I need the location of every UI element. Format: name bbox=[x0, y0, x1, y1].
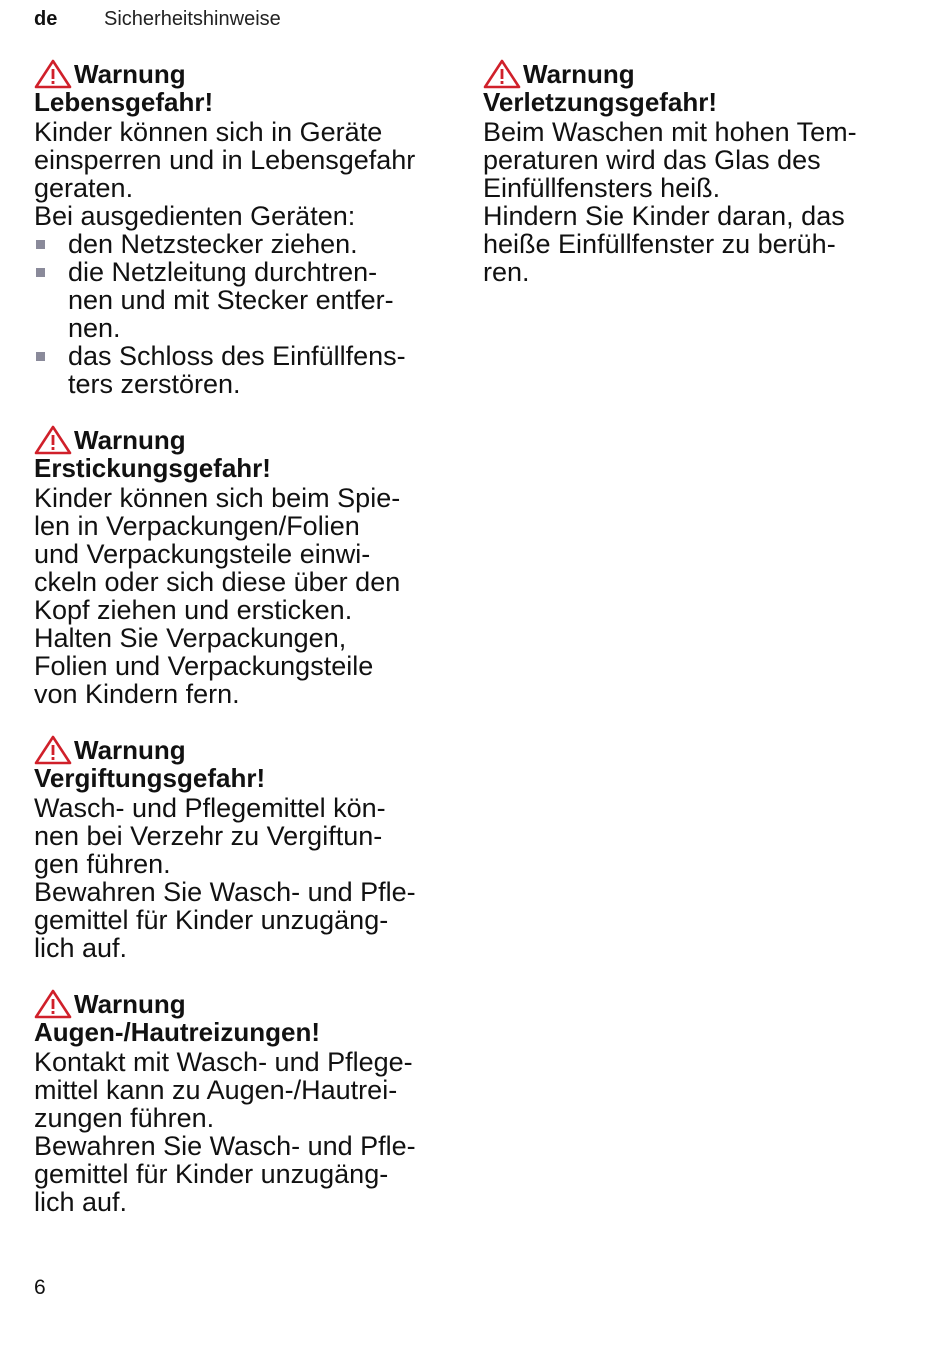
text-line: nen. bbox=[68, 313, 121, 343]
text-line: Beim Waschen mit hohen Tem- bbox=[483, 117, 857, 147]
text-line: Kinder können sich in Geräte bbox=[34, 117, 383, 147]
text-line: nen und mit Stecker entfer- bbox=[68, 285, 394, 315]
text-line: Bewahren Sie Wasch- und Pfle- bbox=[34, 877, 416, 907]
text-line: heiße Einfüllfenster zu berüh- bbox=[483, 229, 836, 259]
text-line: geraten. bbox=[34, 173, 134, 203]
text-line: peraturen wird das Glas des bbox=[483, 145, 821, 175]
warning-heading bbox=[34, 58, 454, 90]
page-number: 6 bbox=[34, 1276, 46, 1299]
text-line: gen führen. bbox=[34, 849, 171, 879]
list-item bbox=[34, 230, 454, 258]
text-line: lich auf. bbox=[34, 933, 128, 963]
warning-block-verletzungsgefahr bbox=[483, 58, 903, 286]
text-line: Kontakt mit Wasch- und Pflege- bbox=[34, 1047, 413, 1077]
page-header bbox=[34, 8, 281, 31]
warning-block-erstickungsgefahr bbox=[34, 424, 454, 708]
text-line: gemittel für Kinder unzugäng- bbox=[34, 1159, 389, 1189]
text-line: das Schloss des Einfüllfens- bbox=[68, 341, 406, 371]
text-line: einsperren und in Lebensgefahr bbox=[34, 145, 416, 175]
text-line: ters zerstören. bbox=[68, 369, 241, 399]
text-line: Halten Sie Verpackungen, bbox=[34, 623, 347, 653]
left-column bbox=[34, 58, 454, 1242]
bullet-list bbox=[34, 230, 454, 398]
text-line: lich auf. bbox=[34, 1187, 128, 1217]
warning-heading bbox=[34, 734, 454, 766]
text-line: den Netzstecker ziehen. bbox=[68, 229, 358, 259]
list-item bbox=[34, 342, 454, 398]
warning-title: Vergiftungsgefahr! bbox=[34, 763, 266, 793]
text-line: die Netzleitung durchtren- bbox=[68, 257, 378, 287]
warning-block-augen-hautreizungen bbox=[34, 988, 454, 1216]
warning-triangle-icon bbox=[34, 425, 72, 455]
warning-block-vergiftungsgefahr bbox=[34, 734, 454, 962]
text-line: Einfüllfensters heiß. bbox=[483, 173, 721, 203]
text-line: Hindern Sie Kinder daran, das bbox=[483, 201, 845, 231]
text-line: gemittel für Kinder unzugäng- bbox=[34, 905, 389, 935]
warning-triangle-icon bbox=[483, 59, 521, 89]
warning-triangle-icon bbox=[34, 989, 72, 1019]
warning-label: Warnung bbox=[523, 59, 635, 89]
warning-title: Erstickungsgefahr! bbox=[34, 453, 271, 483]
text-line: und Verpackungsteile einwi- bbox=[34, 539, 371, 569]
text-line: Kinder können sich beim Spie- bbox=[34, 483, 401, 513]
text-line: Bei ausgedienten Geräten: bbox=[34, 201, 356, 231]
text-line: ren. bbox=[483, 257, 530, 287]
warning-label: Warnung bbox=[74, 59, 186, 89]
warning-title: Verletzungsgefahr! bbox=[483, 87, 718, 117]
warning-title: Augen-/Hautreizungen! bbox=[34, 1017, 320, 1047]
warning-label: Warnung bbox=[74, 425, 186, 455]
section-title: Sicherheitshinweise bbox=[104, 8, 281, 30]
warning-title: Lebensgefahr! bbox=[34, 87, 214, 117]
warning-block-lebensgefahr bbox=[34, 58, 454, 398]
text-line: Folien und Verpackungsteile bbox=[34, 651, 374, 681]
warning-triangle-icon bbox=[34, 735, 72, 765]
right-column bbox=[483, 58, 903, 312]
text-line: nen bei Verzehr zu Vergiftun- bbox=[34, 821, 383, 851]
warning-label: Warnung bbox=[74, 989, 186, 1019]
language-code: de bbox=[34, 8, 58, 30]
list-item bbox=[34, 258, 454, 342]
text-line: len in Verpackungen/Folien bbox=[34, 511, 360, 541]
text-line: zungen führen. bbox=[34, 1103, 215, 1133]
text-line: Kopf ziehen und ersticken. bbox=[34, 595, 353, 625]
warning-heading bbox=[34, 988, 454, 1020]
text-line: von Kindern fern. bbox=[34, 679, 240, 709]
warning-triangle-icon bbox=[34, 59, 72, 89]
text-line: Bewahren Sie Wasch- und Pfle- bbox=[34, 1131, 416, 1161]
text-line: Wasch- und Pflegemittel kön- bbox=[34, 793, 386, 823]
text-line: ckeln oder sich diese über den bbox=[34, 567, 401, 597]
text-line: mittel kann zu Augen-/Hautrei- bbox=[34, 1075, 398, 1105]
warning-label: Warnung bbox=[74, 735, 186, 765]
warning-heading bbox=[34, 424, 454, 456]
warning-heading bbox=[483, 58, 903, 90]
